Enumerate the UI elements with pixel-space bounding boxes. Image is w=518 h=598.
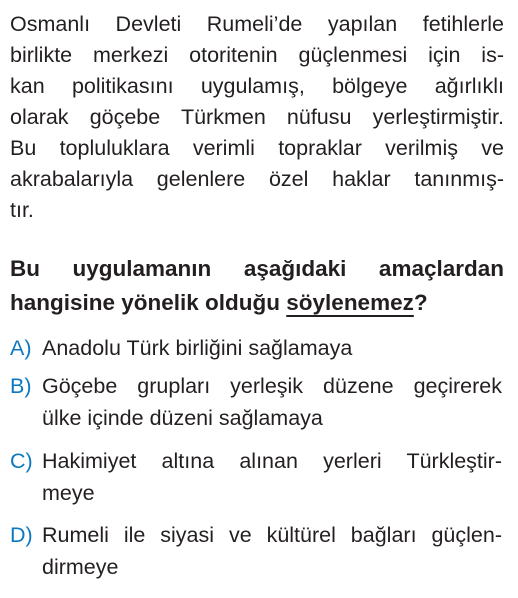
option-letter: D) xyxy=(10,523,33,547)
passage-line: olarak göçebe Türkmen nüfusu yerleştirmiştir. xyxy=(10,105,504,129)
question-line: Bu uygulamanın aşağıdaki amaçlardan xyxy=(10,256,504,281)
passage-line: tır. xyxy=(10,198,34,222)
passage-line: Osmanlı Devleti Rumeli’de yapılan fetihlerle xyxy=(10,12,504,36)
passage-line: akrabalarıyla gelenlere özel haklar tanınmış- xyxy=(10,167,504,191)
option-b[interactable] xyxy=(10,370,502,402)
passage-line: kan politikasını uygulamış, bölgeye ağırlıklı xyxy=(10,74,504,98)
option-c[interactable] xyxy=(10,445,502,477)
option-letter: C) xyxy=(10,449,33,473)
question-mark: ? xyxy=(413,290,428,315)
negative-keyword: söylenemez xyxy=(286,290,414,315)
question-text: hangisine yönelik olduğu xyxy=(10,290,287,315)
option-d[interactable] xyxy=(10,519,502,551)
option-letter: A) xyxy=(10,336,32,360)
option-b-continued[interactable]: ülke içinde düzeni sağlamaya xyxy=(42,406,323,430)
passage-line: Bu topluluklara verimli topraklar verilmiş ve xyxy=(10,136,504,160)
option-d-continued[interactable]: dirmeye xyxy=(42,555,119,579)
question-line xyxy=(10,286,428,320)
option-text: Hakimiyet altına alınan yerleri Türkleştir- xyxy=(42,449,502,473)
option-text: Rumeli ile siyasi ve kültürel bağları güçlen- xyxy=(42,523,502,547)
passage-line: birlikte merkezi otoritenin güçlenmesi için is- xyxy=(10,43,504,67)
option-a[interactable] xyxy=(10,332,352,364)
option-text: Anadolu Türk birliğini sağlamaya xyxy=(42,336,353,360)
option-text: Göçebe grupları yerleşik düzene geçirerek xyxy=(42,374,502,398)
option-c-continued[interactable]: meye xyxy=(42,481,95,505)
option-letter: B) xyxy=(10,374,32,398)
